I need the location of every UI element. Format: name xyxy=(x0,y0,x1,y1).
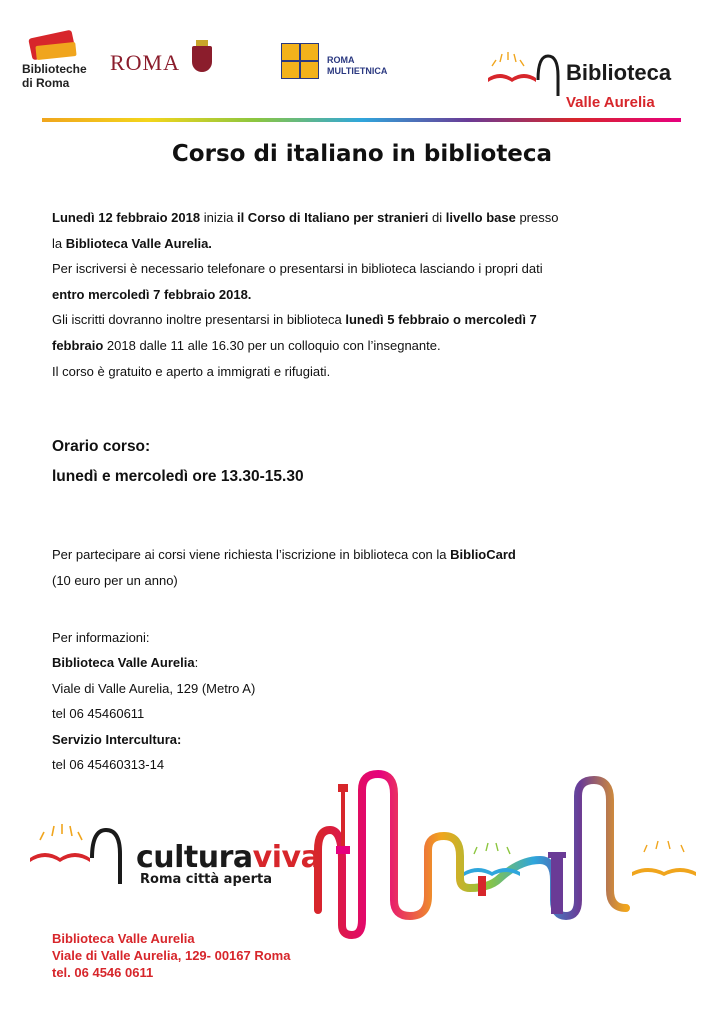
intro-line xyxy=(52,231,672,257)
start-date: Lunedì 12 febbraio 2018 xyxy=(52,210,201,225)
info-block xyxy=(52,625,255,777)
logo-tile-icon xyxy=(281,43,300,61)
library-subtitle: Valle Aurelia xyxy=(566,94,655,111)
roma-shield-icon xyxy=(192,46,212,72)
text-span: presso xyxy=(515,210,559,225)
text-span: la xyxy=(52,235,66,251)
footer-phone: tel. 06 4546 0611 xyxy=(52,965,154,980)
info-service-name: Servizio Intercultura: xyxy=(52,731,182,747)
roma-multietnica-logo xyxy=(281,43,321,81)
rainbow-skyline-path xyxy=(318,774,626,935)
info-service xyxy=(52,727,255,752)
logo-tile-icon xyxy=(300,61,319,79)
yellow-book-icon xyxy=(35,42,76,60)
footer-address: Viale di Valle Aurelia, 129- 00167 Roma xyxy=(52,948,291,963)
culturaviva-tagline: Roma città aperta xyxy=(140,872,272,887)
text-span: Gli iscritti dovranno inoltre presentarsi in biblioteca xyxy=(52,312,346,328)
library-title: Biblioteca xyxy=(566,60,672,85)
info-library-name: Biblioteca Valle Aurelia xyxy=(52,655,195,671)
info-library-line xyxy=(52,650,255,675)
di-roma-logo-text: di Roma xyxy=(22,76,70,90)
open-book-icon xyxy=(488,52,536,82)
roma-logo-text: ROMA xyxy=(110,50,181,75)
rainbow-divider xyxy=(42,118,681,122)
deadline: entro mercoledì 7 febbraio 2018. xyxy=(52,286,252,302)
open-book-icon xyxy=(632,841,696,876)
schedule-heading: Orario corso: xyxy=(52,438,151,455)
info-phone-library: tel 06 45460611 xyxy=(52,706,145,722)
biblioteche-di-roma-logo xyxy=(22,32,102,92)
footer-contact xyxy=(52,930,290,981)
logo-tile-icon xyxy=(281,61,300,79)
bibliocard-block xyxy=(52,542,516,593)
bibliocard-price: (10 euro per un anno) xyxy=(52,572,178,588)
text-span: Per partecipare ai corsi viene richiesta l’iscrizione in biblioteca con la xyxy=(52,547,451,562)
intro-line xyxy=(52,282,672,308)
interview-month: febbraio xyxy=(52,337,104,353)
open-book-icon xyxy=(464,843,520,876)
text-span: : xyxy=(194,655,199,671)
intro-paragraph xyxy=(52,205,672,384)
library-name: Biblioteca Valle Aurelia. xyxy=(65,235,212,251)
multietnica-line2: MULTIETNICA xyxy=(327,66,388,76)
page-title: Corso di italiano in biblioteca xyxy=(171,141,553,167)
schedule-times: lunedì e mercoledì ore 13.30-15.30 xyxy=(52,468,304,485)
multietnica-line1: ROMA xyxy=(327,55,355,65)
bookmark-ribbon-icon xyxy=(478,876,486,896)
interview-dates: lunedì 5 febbraio o mercoledì 7 xyxy=(345,312,537,328)
schedule-block xyxy=(52,432,304,492)
intro-line: Per iscriversi è necessario telefonare o presentarsi in biblioteca lasciando i propri dati xyxy=(52,261,543,277)
text-span: 2018 dalle 11 alle 16.30 per un colloquio con l’insegnante. xyxy=(103,337,441,353)
open-book-icon xyxy=(30,824,90,862)
footer-library: Biblioteca Valle Aurelia xyxy=(52,931,195,946)
intro-line: Il corso è gratuito e aperto a immigrati e rifugiati. xyxy=(52,363,331,379)
info-phone-service: tel 06 45460313-14 xyxy=(52,757,165,773)
info-address: Viale di Valle Aurelia, 129 (Metro A) xyxy=(52,680,256,696)
intro-line xyxy=(52,307,672,333)
logo-tile-icon xyxy=(300,43,319,61)
biblioteche-logo-text: Biblioteche xyxy=(22,62,87,76)
text-span: di xyxy=(428,210,446,225)
info-heading: Per informazioni: xyxy=(52,630,150,645)
intro-line xyxy=(52,205,672,231)
course-level: livello base xyxy=(445,210,516,225)
roma-multietnica-text xyxy=(327,55,387,77)
culturaviva-part1: cultura xyxy=(136,840,253,875)
bibliocard-name: BiblioCard xyxy=(450,547,516,562)
culturaviva-wordmark xyxy=(136,840,320,875)
intro-line xyxy=(52,333,672,359)
bibliocard-line xyxy=(52,542,516,568)
bookmark-curve-icon xyxy=(538,56,558,96)
course-name: il Corso di Italiano per stranieri xyxy=(236,210,429,225)
text-span: inizia xyxy=(200,210,237,225)
culturaviva-part2: viva xyxy=(252,840,321,875)
culturaviva-skyline-illustration xyxy=(0,760,724,940)
bookmark-curve-icon xyxy=(92,830,120,884)
